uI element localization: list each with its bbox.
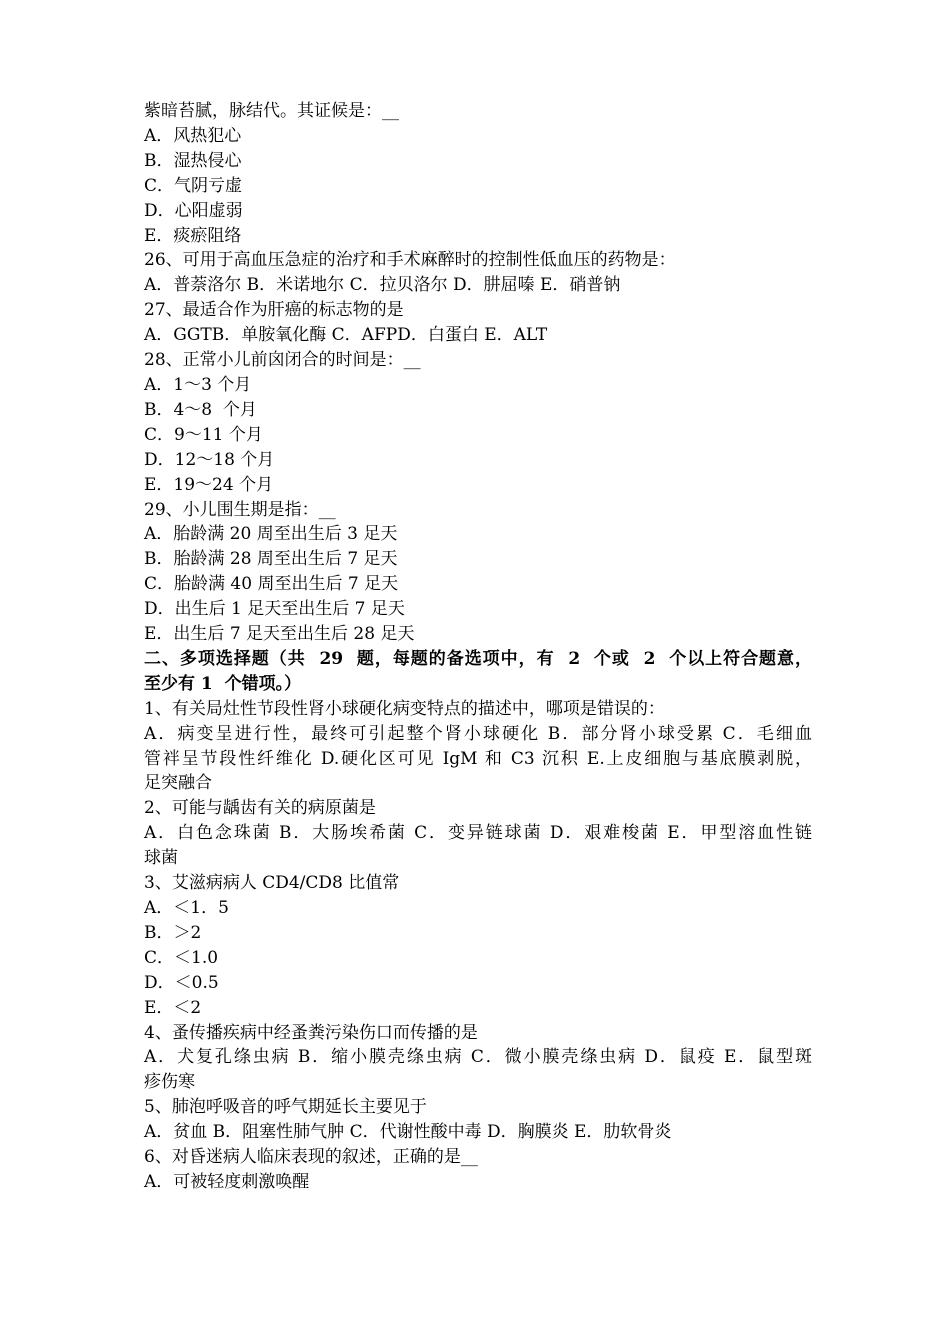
mq-4-stem: 4、蚤传播疾病中经蚤粪污染伤口而传播的是 [144,1022,478,1043]
mq-1-options-line-2: 管袢呈节段性纤维化 D.硬化区可见 IgM 和 C3 沉积 E.上皮细胞与基底膜剥脱， [144,748,812,769]
mq-2-options-line-1: A．白色念珠菌 B．大肠埃希菌 C．变异链球菌 D．艰难梭菌 E．甲型溶血性链 [144,823,812,844]
question-25-option-b: B．湿热侵心 [144,150,242,171]
question-29-option-e: E．出生后 7 足天至出生后 28 足天 [144,624,415,645]
mq-2-stem: 2、可能与龋齿有关的病原菌是 [144,798,376,819]
mq-3-stem: 3、艾滋病病人 CD4/CD8 比值常 [144,873,400,894]
question-25-option-c: C．气阴亏虚 [144,175,243,196]
mq-4-options-line-1: A．犬复孔绦虫病 B．缩小膜壳绦虫病 C．微小膜壳绦虫病 D．鼠疫 E．鼠型斑 [144,1047,812,1068]
mq-5-stem: 5、肺泡呼吸音的呼气期延长主要见于 [144,1097,427,1118]
mq-3-option-d: D．＜0.5 [144,972,219,993]
question-29-option-a: A．胎龄满 20 周至出生后 3 足天 [144,524,398,545]
mq-6-option-a: A．可被轻度刺激唤醒 [144,1171,310,1192]
question-29-option-b: B．胎龄满 28 周至出生后 7 足天 [144,549,398,570]
mq-5-options: A．贫血 B．阻塞性肺气肿 C．代谢性酸中毒 D．胸膜炎 E．肋软骨炎 [144,1122,672,1143]
mq-4-options-line-2: 疹伤寒 [144,1072,195,1093]
question-26-options: A．普萘洛尔 B．米诺地尔 C．拉贝洛尔 D．肼屈嗪 E．硝普钠 [144,275,621,296]
question-27-stem: 27、最适合作为肝癌的标志物的是 [144,300,404,321]
question-29-option-d: D．出生后 1 足天至出生后 7 足天 [144,599,405,620]
question-26-stem: 26、可用于高血压急症的治疗和手术麻醉时的控制性低血压的药物是： [144,250,676,271]
mq-3-option-b: B．＞2 [144,922,202,943]
question-29-option-c: C．胎龄满 40 周至出生后 7 足天 [144,574,399,595]
question-27-options: A．GGTB．单胺氧化酶 C．AFPD．白蛋白 E．ALT [144,325,548,346]
question-25-option-a: A．风热犯心 [144,125,242,146]
section-2-heading-line-2: 至少有 1 个错项。） [144,673,302,694]
question-28-stem: 28、正常小儿前囟闭合的时间是：__ [144,350,421,371]
question-28-option-d: D．12～18 个月 [144,449,275,470]
document-page [144,99,812,1195]
mq-1-options-line-3: 足突融合 [144,773,212,794]
question-28-option-c: C．9～11 个月 [144,424,263,445]
section-2-heading-line-1: 二、多项选择题（共 29 题，每题的备选项中，有 2 个或 2 个以上符合题意， [144,648,812,669]
question-28-option-e: E．19～24 个月 [144,474,274,495]
mq-6-stem: 6、对昏迷病人临床表现的叙述，正确的是__ [144,1147,478,1168]
mq-1-stem: 1、有关局灶性节段性肾小球硬化病变特点的描述中，哪项是错误的： [144,698,665,719]
mq-3-option-a: A．＜1．5 [144,898,229,918]
question-28-option-a: A．1～3 个月 [144,374,252,395]
question-25-option-d: D．心阳虚弱 [144,200,243,221]
question-25-stem-continuation: 紫暗苔腻，脉结代。其证候是：__ [144,101,399,121]
mq-2-options-line-2: 球菌 [144,848,178,869]
question-28-option-b: B．4～8 个月 [144,399,257,420]
mq-3-option-e: E．＜2 [144,997,202,1018]
mq-1-options-line-1: A．病变呈进行性，最终可引起整个肾小球硬化 B．部分肾小球受累 C．毛细血 [144,723,812,744]
question-25-option-e: E．痰瘀阻络 [144,225,242,246]
question-29-stem: 29、小儿围生期是指：__ [144,499,336,520]
mq-3-option-c: C．＜1.0 [144,947,219,968]
